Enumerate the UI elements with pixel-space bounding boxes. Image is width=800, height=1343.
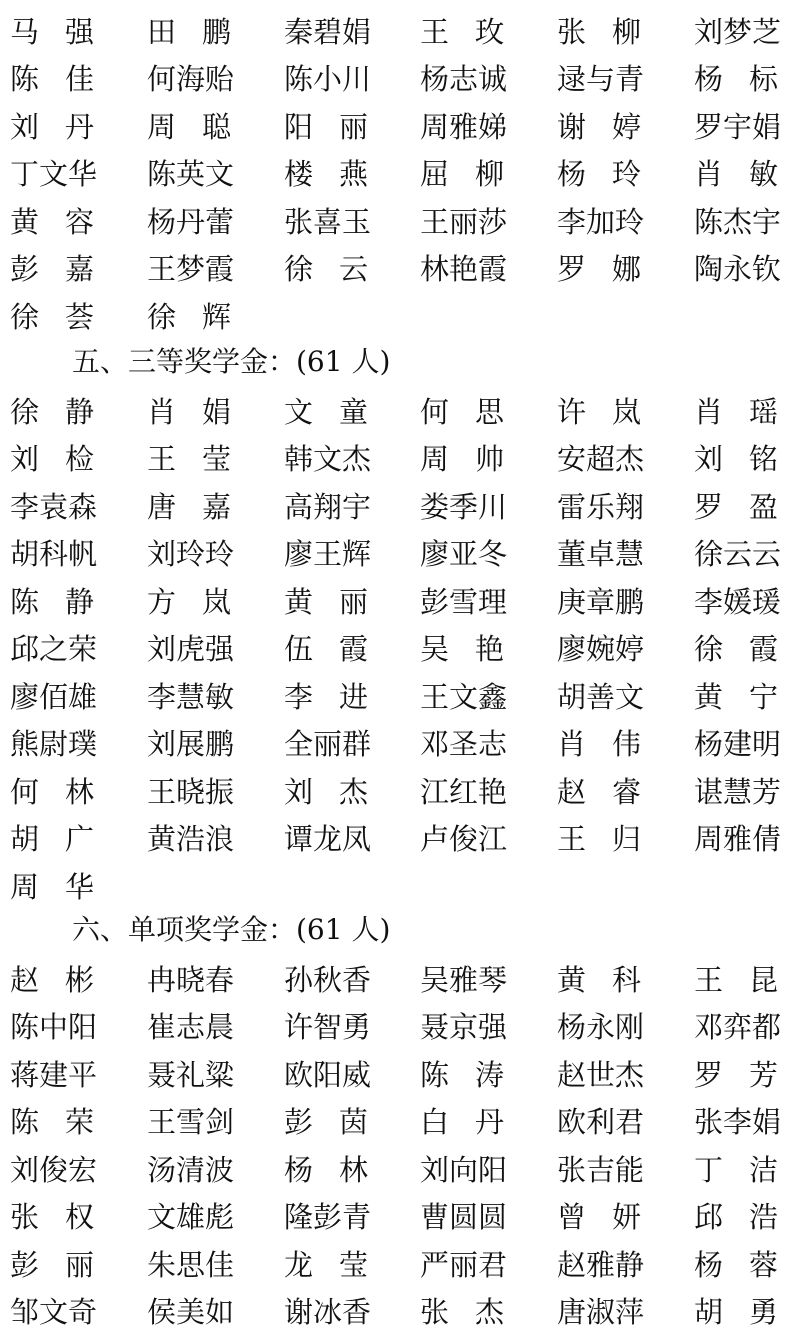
name-cell	[274, 1152, 410, 1188]
name-cell: 安超杰	[557, 442, 645, 477]
name-cell	[547, 821, 684, 857]
name-cell	[410, 1294, 547, 1330]
name-cell	[684, 1152, 800, 1188]
name-cell: 雷乐翔	[557, 489, 645, 524]
name-cell: 邓弈都	[694, 1010, 782, 1045]
two-char-name: 方 岚	[147, 584, 231, 619]
two-char-name: 王 莹	[147, 442, 231, 477]
two-char-name: 楼 燕	[284, 157, 368, 192]
name-cell: 陶永钦	[694, 252, 782, 287]
name-cell	[274, 631, 410, 667]
name-cell	[0, 774, 137, 810]
name-cell	[0, 1199, 137, 1235]
name-cell: 张喜玉	[284, 204, 372, 239]
name-row	[0, 578, 800, 626]
name-cell: 林艳霞	[420, 252, 508, 287]
name-cell	[684, 1199, 800, 1235]
name-cell: 全丽群	[284, 727, 372, 762]
two-char-name: 黄 丽	[284, 584, 368, 619]
name-cell: 刘玲玲	[147, 537, 235, 572]
name-cell	[274, 679, 410, 715]
name-cell	[137, 584, 274, 620]
name-cell	[684, 441, 800, 477]
two-char-name: 杨 标	[694, 62, 778, 97]
name-cell: 黄浩浪	[147, 822, 235, 857]
name-cell	[274, 109, 410, 145]
name-cell	[137, 14, 274, 50]
name-cell: 逯与青	[557, 62, 645, 97]
two-char-name: 周 帅	[420, 442, 504, 477]
two-char-name: 肖 伟	[557, 727, 641, 762]
name-cell	[0, 109, 137, 145]
two-char-name: 陈 涛	[420, 1057, 504, 1092]
two-char-name: 杨 玲	[557, 157, 641, 192]
two-char-name: 胡 勇	[694, 1295, 778, 1330]
name-cell	[0, 204, 137, 240]
two-char-name: 刘 丹	[10, 109, 94, 144]
name-cell: 隆彭青	[284, 1200, 372, 1235]
name-cell: 王晓振	[147, 774, 235, 809]
two-char-name: 丁 洁	[694, 1152, 778, 1187]
two-char-name: 徐 霞	[694, 632, 778, 667]
name-cell	[0, 61, 137, 97]
name-cell: 陈杰宇	[694, 204, 782, 239]
name-cell: 陈小川	[284, 62, 372, 97]
two-char-name: 彭 茵	[284, 1105, 368, 1140]
name-cell	[137, 299, 274, 335]
name-cell: 曹圆圆	[420, 1200, 508, 1235]
two-char-name: 刘 检	[10, 442, 94, 477]
two-char-name: 伍 霞	[284, 632, 368, 667]
name-cell: 侯美如	[147, 1295, 235, 1330]
name-cell	[684, 61, 800, 97]
name-cell: 唐淑萍	[557, 1295, 645, 1330]
name-cell	[684, 156, 800, 192]
name-cell: 刘虎强	[147, 632, 235, 667]
name-cell	[410, 14, 547, 50]
two-char-name: 徐 云	[284, 252, 368, 287]
two-char-name: 陈 静	[10, 584, 94, 619]
name-cell: 王文鑫	[420, 679, 508, 714]
two-char-name: 唐 嘉	[147, 489, 231, 524]
two-char-name: 阳 丽	[284, 109, 368, 144]
name-row	[0, 768, 800, 816]
name-cell: 董卓慧	[557, 537, 645, 572]
name-row	[0, 1099, 800, 1147]
name-cell	[684, 1294, 800, 1330]
name-cell: 谭龙凤	[284, 822, 372, 857]
two-char-name: 邱 浩	[694, 1200, 778, 1235]
two-char-name: 胡 广	[10, 822, 94, 857]
name-cell	[410, 1104, 547, 1140]
name-cell: 廖亚冬	[420, 537, 508, 572]
name-cell	[0, 1104, 137, 1140]
two-char-name: 肖 娟	[147, 394, 231, 429]
name-cell: 冉晓春	[147, 962, 235, 997]
two-char-name: 徐 荟	[10, 299, 94, 334]
name-cell	[0, 251, 137, 287]
name-cell: 孙秋香	[284, 962, 372, 997]
name-cell: 王丽莎	[420, 204, 508, 239]
name-row	[0, 8, 800, 56]
name-row	[0, 1146, 800, 1194]
name-cell: 吴雅琴	[420, 962, 508, 997]
name-cell: 张吉能	[557, 1152, 645, 1187]
two-char-name: 罗 娜	[557, 252, 641, 287]
name-cell: 李加玲	[557, 204, 645, 239]
two-char-name: 何 思	[420, 394, 504, 429]
name-row	[0, 293, 800, 341]
name-cell: 王雪剑	[147, 1105, 235, 1140]
name-cell: 聂礼粱	[147, 1057, 235, 1092]
two-char-name: 吴 艳	[420, 632, 504, 667]
name-cell: 李慧敏	[147, 679, 235, 714]
name-cell: 廖佰雄	[10, 679, 98, 714]
name-cell	[410, 1057, 547, 1093]
section6-heading: 六、单项奖学金：(61 人)	[72, 913, 391, 946]
name-cell: 张李娟	[694, 1105, 782, 1140]
name-cell: 蒋建平	[10, 1057, 98, 1092]
name-cell: 周雅倩	[694, 822, 782, 857]
name-row	[0, 956, 800, 1004]
two-char-name: 龙 莹	[284, 1247, 368, 1282]
two-char-name: 田 鹏	[147, 14, 231, 49]
two-char-name: 王 归	[557, 822, 641, 857]
two-char-name: 杨 林	[284, 1152, 368, 1187]
name-cell	[684, 489, 800, 525]
name-cell	[684, 394, 800, 430]
name-cell	[274, 394, 410, 430]
two-char-name: 张 杰	[420, 1295, 504, 1330]
name-row	[0, 1051, 800, 1099]
name-cell: 廖王辉	[284, 537, 372, 572]
name-cell	[0, 869, 137, 905]
two-char-name: 陈 佳	[10, 62, 94, 97]
name-cell	[547, 1199, 684, 1235]
name-cell	[0, 962, 137, 998]
name-cell	[684, 1247, 800, 1283]
two-char-name: 肖 瑶	[694, 394, 778, 429]
section4-name-grid	[0, 8, 800, 341]
name-cell	[0, 299, 137, 335]
two-char-name: 杨 蓉	[694, 1247, 778, 1282]
name-cell: 朱思佳	[147, 1247, 235, 1282]
name-cell	[274, 156, 410, 192]
two-char-name: 谢 婷	[557, 109, 641, 144]
name-cell: 杨丹蕾	[147, 204, 235, 239]
name-cell	[0, 14, 137, 50]
name-cell: 丁文华	[10, 157, 98, 192]
name-row	[0, 1194, 800, 1242]
two-char-name: 黄 宁	[694, 679, 778, 714]
two-char-name: 徐 辉	[147, 299, 231, 334]
section5-heading: 五、三等奖学金：(61 人)	[72, 345, 391, 378]
name-cell	[274, 774, 410, 810]
name-cell	[0, 394, 137, 430]
name-cell	[274, 584, 410, 620]
name-cell	[684, 1057, 800, 1093]
two-char-name: 屈 柳	[420, 157, 504, 192]
name-cell: 邱之荣	[10, 632, 98, 667]
name-cell	[274, 251, 410, 287]
two-char-name: 王 玫	[420, 14, 504, 49]
name-cell: 娄季川	[420, 489, 508, 524]
two-char-name: 彭 丽	[10, 1247, 94, 1282]
name-cell	[0, 584, 137, 620]
name-cell	[547, 14, 684, 50]
name-row	[0, 388, 800, 436]
name-cell: 罗宇娟	[694, 109, 782, 144]
name-cell: 崔志晨	[147, 1010, 235, 1045]
name-row	[0, 436, 800, 484]
name-cell: 杨建明	[694, 727, 782, 762]
two-char-name: 许 岚	[557, 394, 641, 429]
two-char-name: 文 童	[284, 394, 368, 429]
two-char-name: 黄 容	[10, 204, 94, 239]
name-cell: 许智勇	[284, 1010, 372, 1045]
name-cell: 杨志诚	[420, 62, 508, 97]
name-row	[0, 721, 800, 769]
name-cell	[410, 394, 547, 430]
name-cell: 周雅娣	[420, 109, 508, 144]
two-char-name: 罗 芳	[694, 1057, 778, 1092]
two-char-name: 赵 彬	[10, 962, 94, 997]
name-cell: 文雄彪	[147, 1200, 235, 1235]
name-cell: 谢冰香	[284, 1295, 372, 1330]
name-cell	[684, 679, 800, 715]
name-cell	[0, 821, 137, 857]
name-cell	[274, 1104, 410, 1140]
name-row	[0, 816, 800, 864]
name-cell: 聂京强	[420, 1010, 508, 1045]
name-row	[0, 198, 800, 246]
section6-name-grid	[0, 956, 800, 1336]
name-row	[0, 103, 800, 151]
name-row	[0, 1004, 800, 1052]
name-cell: 刘梦芝	[694, 14, 782, 49]
name-cell: 何海贻	[147, 62, 235, 97]
name-cell	[137, 109, 274, 145]
name-cell: 彭雪理	[420, 584, 508, 619]
name-cell	[547, 774, 684, 810]
name-row	[0, 1241, 800, 1289]
name-cell: 欧阳威	[284, 1057, 372, 1092]
name-cell: 李媛瑗	[694, 584, 782, 619]
name-cell: 刘俊宏	[10, 1152, 98, 1187]
name-row	[0, 673, 800, 721]
name-cell	[547, 156, 684, 192]
name-cell: 卢俊江	[420, 822, 508, 857]
name-cell	[410, 441, 547, 477]
name-cell: 邹文奇	[10, 1295, 98, 1330]
two-char-name: 白 丹	[420, 1105, 504, 1140]
name-row	[0, 1289, 800, 1337]
section5-name-grid	[0, 388, 800, 911]
two-char-name: 张 权	[10, 1200, 94, 1235]
name-cell: 李袁森	[10, 489, 98, 524]
name-cell: 徐云云	[694, 537, 782, 572]
two-char-name: 彭 嘉	[10, 252, 94, 287]
name-cell: 赵世杰	[557, 1057, 645, 1092]
name-cell: 胡善文	[557, 679, 645, 714]
name-cell: 江红艳	[420, 774, 508, 809]
name-row	[0, 863, 800, 911]
two-char-name: 马 强	[10, 14, 94, 49]
name-cell	[137, 394, 274, 430]
two-char-name: 刘 杰	[284, 774, 368, 809]
name-cell: 严丽君	[420, 1247, 508, 1282]
name-cell: 杨永刚	[557, 1010, 645, 1045]
name-cell	[137, 441, 274, 477]
name-cell	[137, 489, 274, 525]
name-row	[0, 483, 800, 531]
name-row	[0, 246, 800, 294]
name-cell	[274, 1247, 410, 1283]
name-cell: 陈中阳	[10, 1010, 98, 1045]
name-cell: 庚章鹏	[557, 584, 645, 619]
two-char-name: 李 进	[284, 679, 368, 714]
name-row	[0, 626, 800, 674]
name-cell	[547, 726, 684, 762]
name-cell: 胡科帆	[10, 537, 98, 572]
two-char-name: 张 柳	[557, 14, 641, 49]
name-cell	[547, 962, 684, 998]
name-cell: 高翔宇	[284, 489, 372, 524]
two-char-name: 曾 妍	[557, 1200, 641, 1235]
name-row	[0, 151, 800, 199]
name-cell	[0, 441, 137, 477]
two-char-name: 刘 铭	[694, 442, 778, 477]
name-cell: 韩文杰	[284, 442, 372, 477]
two-char-name: 黄 科	[557, 962, 641, 997]
name-cell	[547, 109, 684, 145]
name-cell	[0, 1247, 137, 1283]
name-cell: 熊尉璞	[10, 727, 98, 762]
two-char-name: 肖 敏	[694, 157, 778, 192]
name-cell: 谌慧芳	[694, 774, 782, 809]
two-char-name: 王 昆	[694, 962, 778, 997]
name-row	[0, 56, 800, 104]
two-char-name: 周 聪	[147, 109, 231, 144]
name-cell	[410, 631, 547, 667]
name-cell: 王梦霞	[147, 252, 235, 287]
two-char-name: 徐 静	[10, 394, 94, 429]
name-cell	[684, 962, 800, 998]
name-cell: 廖婉婷	[557, 632, 645, 667]
two-char-name: 罗 盈	[694, 489, 778, 524]
name-cell: 汤清波	[147, 1152, 235, 1187]
name-cell: 陈英文	[147, 157, 235, 192]
name-cell	[684, 631, 800, 667]
name-cell	[547, 394, 684, 430]
name-cell: 秦碧娟	[284, 14, 372, 49]
name-cell: 邓圣志	[420, 727, 508, 762]
name-cell: 刘展鹏	[147, 727, 235, 762]
two-char-name: 陈 荣	[10, 1105, 94, 1140]
name-cell: 欧利君	[557, 1105, 645, 1140]
two-char-name: 赵 睿	[557, 774, 641, 809]
name-row	[0, 531, 800, 579]
name-cell	[547, 251, 684, 287]
name-cell: 赵雅静	[557, 1247, 645, 1282]
name-cell: 刘向阳	[420, 1152, 508, 1187]
two-char-name: 何 林	[10, 774, 94, 809]
name-cell	[410, 156, 547, 192]
two-char-name: 周 华	[10, 869, 94, 904]
